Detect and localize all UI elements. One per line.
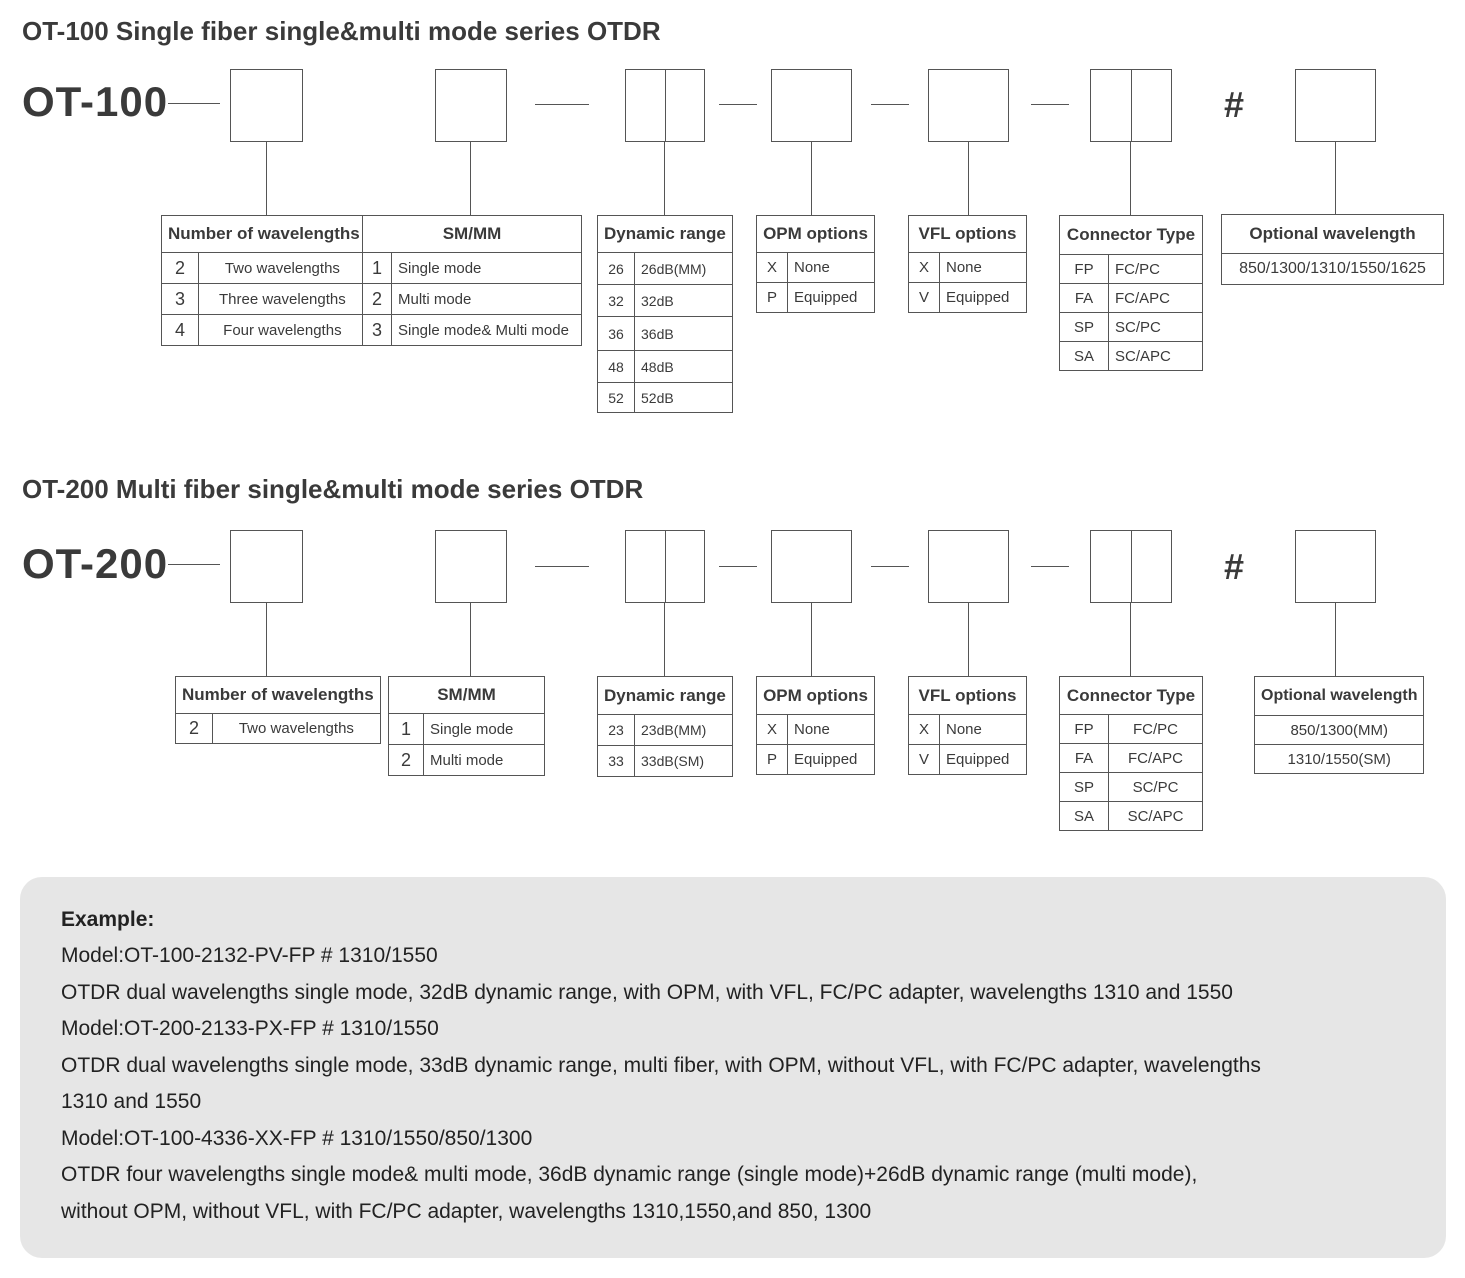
table-header: OPM options: [757, 216, 875, 253]
dash-line: [1031, 566, 1069, 567]
table-wavelengths-ot100: [161, 215, 367, 346]
code-box-opm: [771, 69, 852, 142]
table-cell-code: X: [757, 715, 788, 745]
table-cell-code: 2: [176, 714, 213, 744]
table-cell-desc: SC/APC: [1109, 802, 1203, 831]
example-line: OTDR dual wavelengths single mode, 32dB dynamic range, with OPM, with VFL, FC/PC adapter, wavelengths 1310 and 1550: [61, 981, 1233, 1004]
table-cell-desc: None: [940, 715, 1027, 745]
table-cell-desc: Single mode& Multi mode: [392, 315, 582, 346]
table-cell-desc: Three wavelengths: [199, 284, 367, 315]
code-box-opm: [771, 530, 852, 603]
table-cell-code: 23: [598, 715, 635, 746]
table-optional-wavelength-ot200: [1254, 676, 1424, 774]
table-cell-desc: SC/PC: [1109, 313, 1203, 342]
table-header: Connector Type: [1060, 216, 1203, 255]
table-cell-code: 4: [162, 315, 199, 346]
code-box-smmm: [435, 530, 507, 603]
table-cell-code: V: [909, 283, 940, 313]
table-cell-desc: 23dB(MM): [635, 715, 733, 746]
table-opm-ot200: [756, 676, 875, 775]
table-cell-code: 52: [598, 383, 635, 413]
dash-line: [871, 104, 909, 105]
table-vfl-ot200: [908, 676, 1027, 775]
table-dynamic-range-ot200: [597, 676, 733, 777]
table-header: OPM options: [757, 677, 875, 715]
code-box-vfl: [928, 530, 1009, 603]
table-cell-desc: Equipped: [940, 283, 1027, 313]
code-box-wavelengths: [230, 69, 303, 142]
table-optional-wavelength-ot100: [1221, 214, 1444, 285]
table-header: VFL options: [909, 677, 1027, 715]
table-cell-code: 2: [162, 253, 199, 284]
table-cell-code: SA: [1060, 802, 1109, 831]
table-connector-ot100: [1059, 215, 1203, 371]
table-header: Optional wavelength: [1255, 677, 1424, 716]
dash-line: [535, 104, 589, 105]
leader-line: [266, 141, 267, 215]
code-box-dynamic-range: [625, 69, 705, 142]
example-line: Model:OT-100-2132-PV-FP # 1310/1550: [61, 944, 438, 967]
table-cell-desc: FC/PC: [1109, 715, 1203, 744]
table-smmm-ot200: [388, 676, 545, 776]
table-cell-desc: Two wavelengths: [213, 714, 381, 744]
table-cell-code: FP: [1060, 255, 1109, 284]
table-cell-code: FA: [1060, 284, 1109, 313]
leader-line: [664, 141, 665, 215]
table-cell-code: SP: [1060, 773, 1109, 802]
leader-line: [1335, 141, 1336, 215]
leader-line: [1130, 602, 1131, 677]
dash-line: [168, 103, 220, 104]
table-cell-code: 26: [598, 253, 635, 285]
table-cell-desc: Single mode: [392, 253, 582, 284]
dash-line: [871, 566, 909, 567]
dash-line: [535, 566, 589, 567]
example-line: Model:OT-100-4336-XX-FP # 1310/1550/850/1300: [61, 1127, 533, 1150]
leader-line: [968, 602, 969, 677]
example-panel: [20, 877, 1446, 1258]
table-dynamic-range-ot100: [597, 215, 733, 413]
table-header: Optional wavelength: [1222, 215, 1444, 254]
table-cell-desc: SC/PC: [1109, 773, 1203, 802]
table-cell-code: 1: [389, 714, 424, 745]
code-box-dynamic-range: [625, 530, 705, 603]
code-box-wavelengths: [230, 530, 303, 603]
section-title-ot100: OT-100 Single fiber single&multi mode series OTDR: [22, 16, 661, 46]
table-cell-code: 3: [162, 284, 199, 315]
leader-line: [664, 602, 665, 677]
table-cell-code: 2: [389, 745, 424, 776]
table-cell-code: SA: [1060, 342, 1109, 371]
table-connector-ot200: [1059, 676, 1203, 831]
leader-line: [470, 141, 471, 215]
hash-symbol-ot200: #: [1224, 546, 1245, 587]
table-header: VFL options: [909, 216, 1027, 253]
table-cell-code: X: [909, 715, 940, 745]
table-cell-desc: 26dB(MM): [635, 253, 733, 285]
table-cell-desc: Equipped: [788, 283, 875, 313]
code-box-vfl: [928, 69, 1009, 142]
table-cell-desc: 1310/1550(SM): [1255, 745, 1424, 774]
example-line: OTDR dual wavelengths single mode, 33dB dynamic range, multi fiber, with OPM, without VFL, with FC/PC adapter, wavelengths: [61, 1054, 1261, 1077]
table-cell-code: FP: [1060, 715, 1109, 744]
table-cell-desc: SC/APC: [1109, 342, 1203, 371]
table-cell-desc: 32dB: [635, 285, 733, 317]
table-header: Number of wavelengths: [162, 216, 367, 253]
table-cell-desc: 33dB(SM): [635, 746, 733, 777]
dash-line: [719, 566, 757, 567]
table-cell-code: 2: [363, 284, 392, 315]
table-cell-desc: Multi mode: [424, 745, 545, 776]
table-header: Number of wavelengths: [176, 677, 381, 714]
leader-line: [470, 602, 471, 677]
table-cell-desc: 52dB: [635, 383, 733, 413]
example-line: 1310 and 1550: [61, 1090, 202, 1113]
example-line: OTDR four wavelengths single mode& multi mode, 36dB dynamic range (single mode)+26dB dynamic range (multi mode),: [61, 1163, 1198, 1186]
table-cell-desc: 850/1300(MM): [1255, 716, 1424, 745]
dash-line: [1031, 104, 1069, 105]
table-cell-desc: Equipped: [788, 745, 875, 775]
model-label-ot200: OT-200: [22, 540, 169, 587]
table-cell-code: P: [757, 283, 788, 313]
example-title: Example:: [61, 908, 155, 931]
table-cell-desc: None: [788, 253, 875, 283]
code-box-optional-wavelength: [1295, 69, 1376, 142]
table-cell-desc: Two wavelengths: [199, 253, 367, 284]
table-cell-code: P: [757, 745, 788, 775]
table-cell-desc: FC/APC: [1109, 744, 1203, 773]
table-cell-desc: FC/PC: [1109, 255, 1203, 284]
example-line: without OPM, without VFL, with FC/PC adapter, wavelengths 1310,1550,and 850, 1300: [61, 1200, 872, 1223]
leader-line: [1130, 141, 1131, 215]
table-cell-desc: Four wavelengths: [199, 315, 367, 346]
table-cell-code: SP: [1060, 313, 1109, 342]
table-header: SM/MM: [363, 216, 582, 253]
leader-line: [1335, 602, 1336, 676]
table-cell-code: 33: [598, 746, 635, 777]
table-cell-code: X: [909, 253, 940, 283]
table-cell-desc: 850/1300/1310/1550/1625: [1222, 254, 1444, 285]
table-cell-desc: 48dB: [635, 351, 733, 383]
table-cell-desc: FC/APC: [1109, 284, 1203, 313]
table-cell-code: 3: [363, 315, 392, 346]
table-header: Dynamic range: [598, 677, 733, 715]
table-header: Connector Type: [1060, 677, 1203, 715]
table-cell-code: 1: [363, 253, 392, 284]
table-cell-code: 36: [598, 317, 635, 351]
table-cell-desc: None: [788, 715, 875, 745]
table-cell-desc: Multi mode: [392, 284, 582, 315]
leader-line: [266, 602, 267, 676]
leader-line: [968, 141, 969, 215]
code-box-connector: [1090, 69, 1172, 142]
table-cell-code: V: [909, 745, 940, 775]
table-vfl-ot100: [908, 215, 1027, 313]
table-header: Dynamic range: [598, 216, 733, 253]
table-wavelengths-ot200: [175, 676, 381, 744]
table-cell-desc: 36dB: [635, 317, 733, 351]
dash-line: [168, 564, 220, 565]
table-smmm-ot100: [362, 215, 582, 346]
table-cell-code: FA: [1060, 744, 1109, 773]
leader-line: [811, 602, 812, 677]
code-box-smmm: [435, 69, 507, 142]
section-title-ot200: OT-200 Multi fiber single&multi mode series OTDR: [22, 474, 644, 504]
table-opm-ot100: [756, 215, 875, 313]
example-line: Model:OT-200-2133-PX-FP # 1310/1550: [61, 1017, 439, 1040]
code-box-optional-wavelength: [1295, 530, 1376, 603]
table-cell-desc: Single mode: [424, 714, 545, 745]
table-header: SM/MM: [389, 677, 545, 714]
code-box-connector: [1090, 530, 1172, 603]
dash-line: [719, 104, 757, 105]
hash-symbol-ot100: #: [1224, 84, 1245, 125]
table-cell-code: 32: [598, 285, 635, 317]
table-cell-code: X: [757, 253, 788, 283]
leader-line: [811, 141, 812, 215]
table-cell-code: 48: [598, 351, 635, 383]
model-label-ot100: OT-100: [22, 78, 169, 125]
table-cell-desc: Equipped: [940, 745, 1027, 775]
table-cell-desc: None: [940, 253, 1027, 283]
